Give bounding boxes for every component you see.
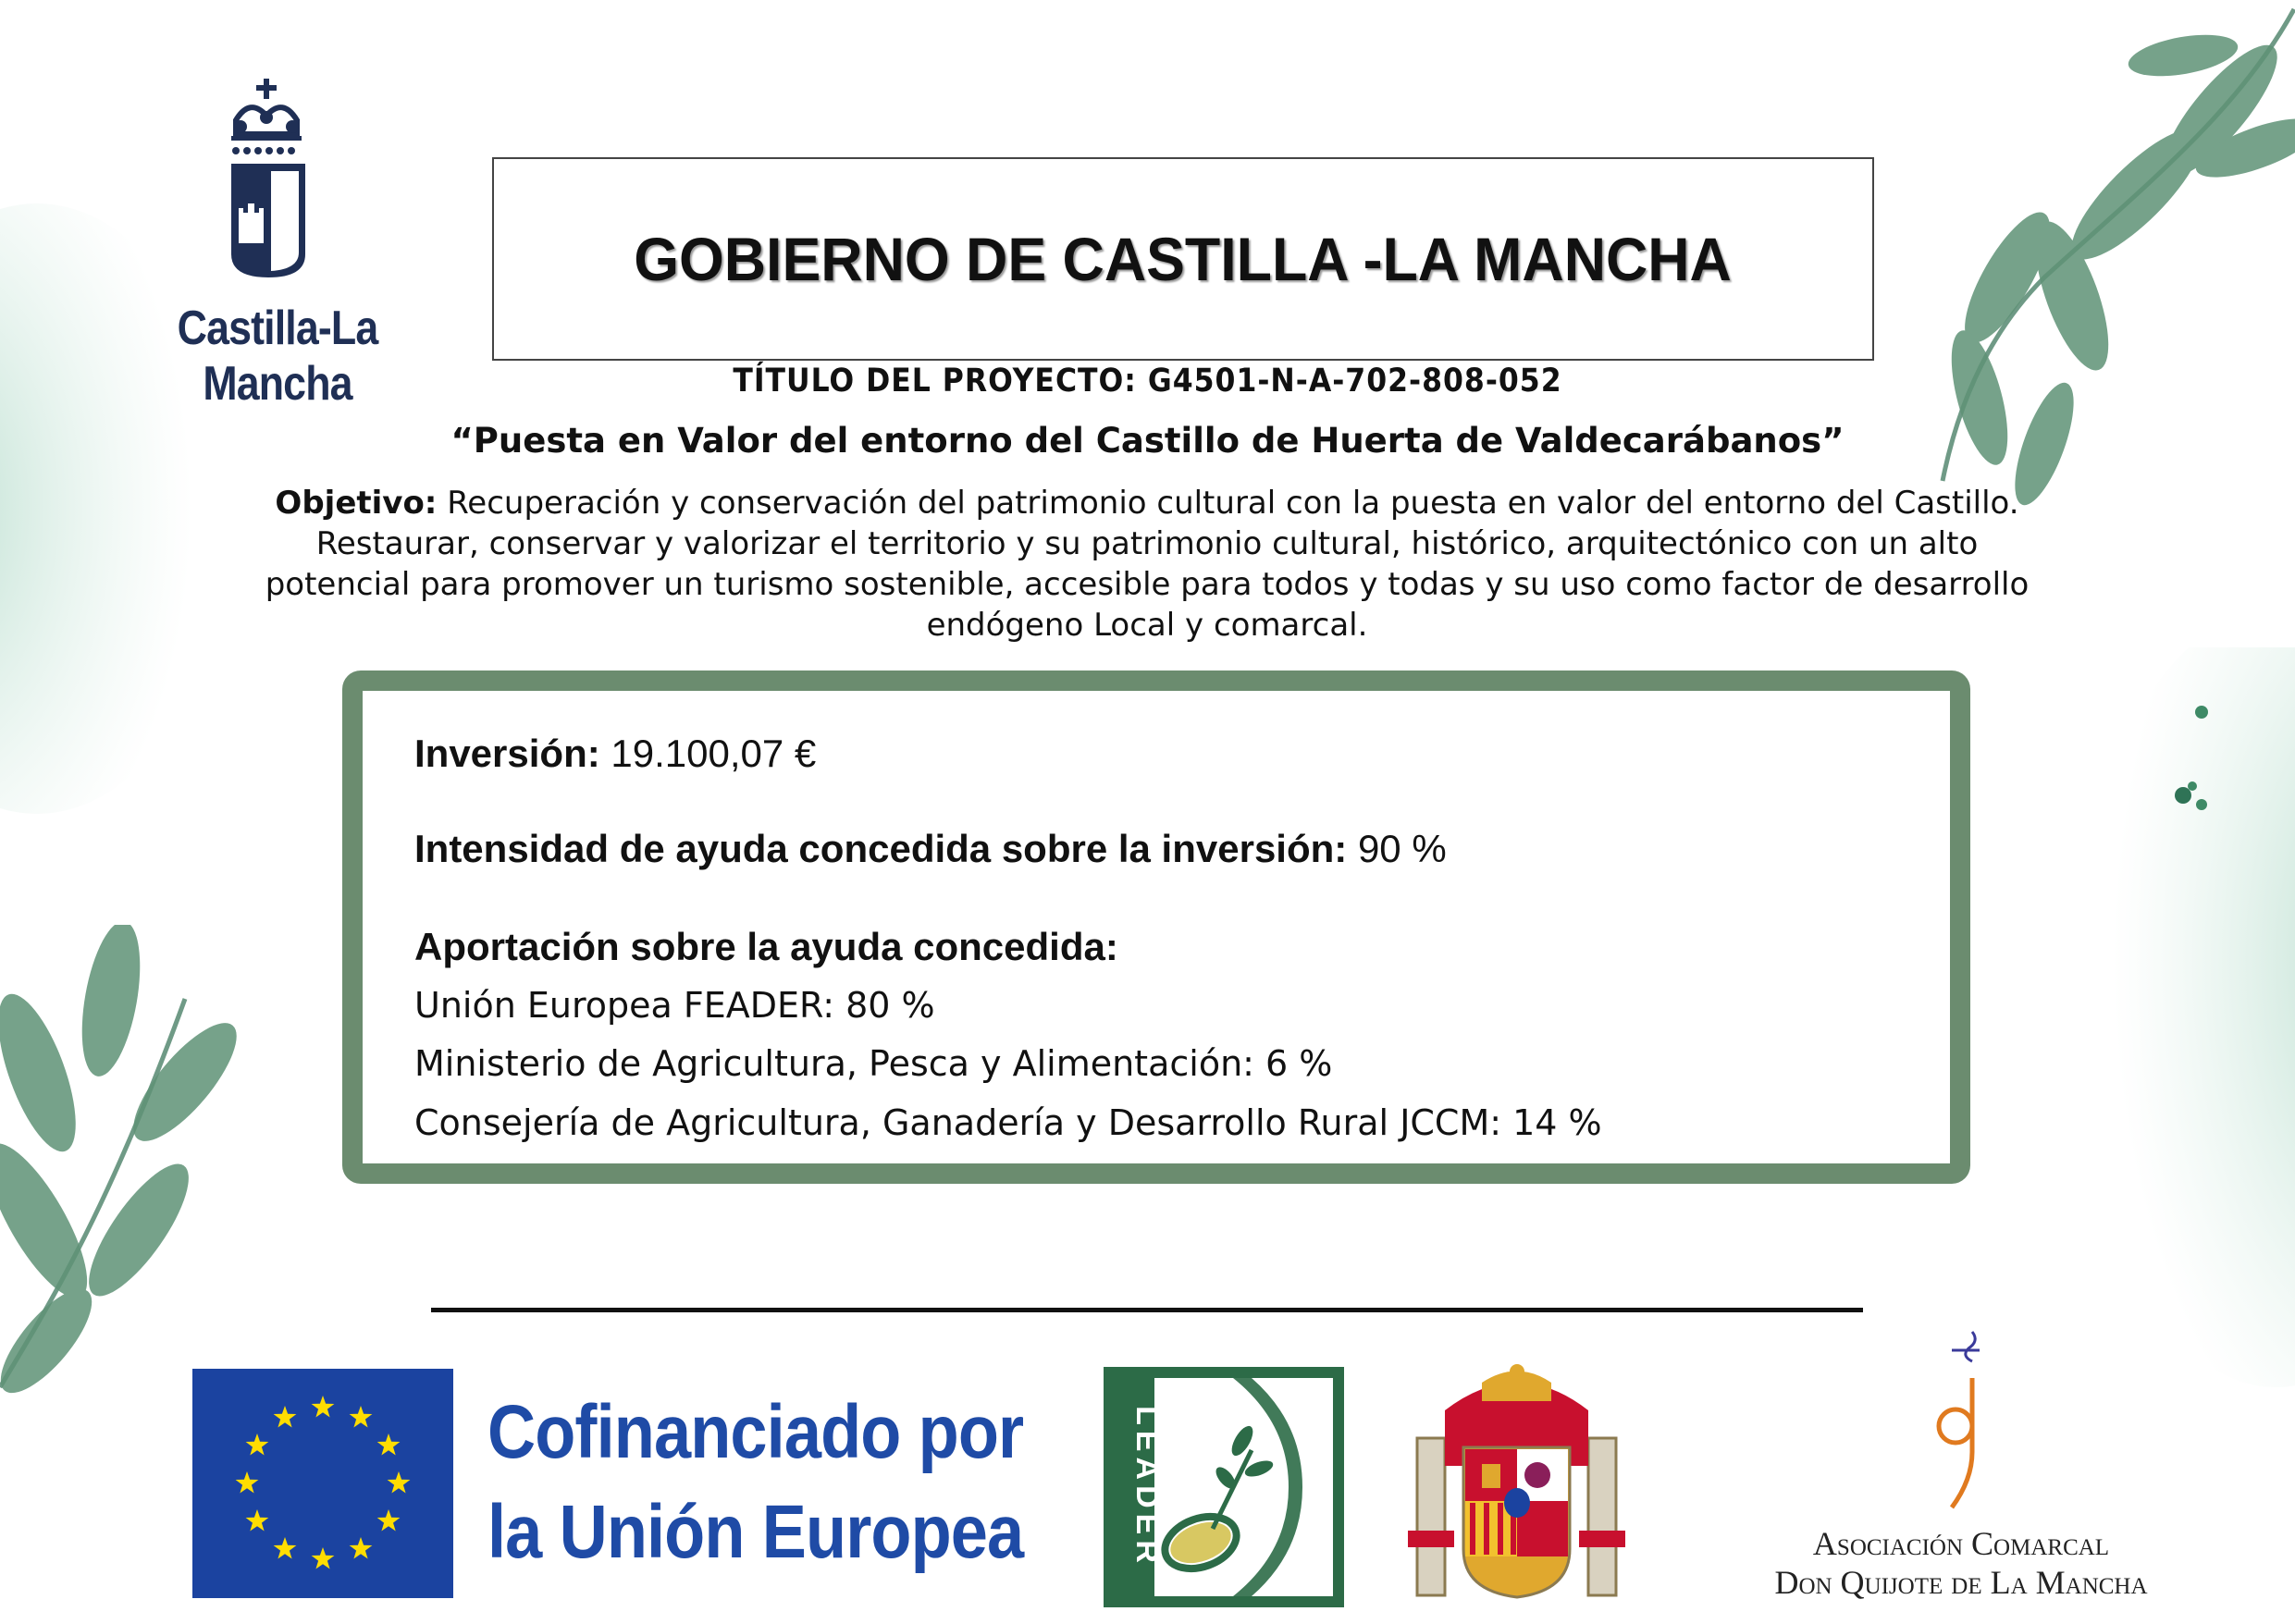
contribution-item-ministry: Ministerio de Agricultura, Pesca y Alimentación: 6 % [414, 1043, 1333, 1084]
leader-logo-icon [1104, 1367, 1344, 1607]
association-name [1739, 1524, 2183, 1602]
eu-cofinanced-text [487, 1383, 1023, 1582]
government-title: GOBIERNO DE CASTILLA -LA MANCHA [634, 225, 1733, 293]
contribution-item-jccm: Consejería de Agricultura, Ganadería y Desarrollo Rural JCCM: 14 % [414, 1102, 1602, 1143]
contribution-item-eu: Unión Europea FEADER: 80 % [414, 985, 935, 1026]
eu-text-line1: Cofinanciado por [487, 1390, 1024, 1474]
association-name-line1: Asociación Comarcal [1812, 1525, 2110, 1562]
objective-text: Recuperación y conservación del patrimonio cultural con la puesta en valor del entorno del Castillo. Restaurar, conservar y valorizar el territorio y su patrimonio cultural, histórico, arquitectónico con un alto potencial para promover un turismo sostenible, accesible para todos y todas y su uso como factor de desarrollo endógeno Local y comarcal. [265, 485, 2030, 644]
project-code-label: TÍTULO DEL PROYECTO: [733, 363, 1137, 400]
footer-divider [431, 1308, 1863, 1312]
aid-intensity-label: Intensidad de ayuda concedida sobre la inversión: [414, 827, 1348, 870]
aid-intensity-row [414, 826, 1447, 871]
eu-flag-icon [192, 1369, 453, 1598]
spain-coat-of-arms-icon [1399, 1355, 1635, 1609]
association-logo-icon [1924, 1323, 1998, 1526]
association-name-line2: Don Quijote de La Mancha [1774, 1564, 2148, 1601]
project-code: G4501-N-A-702-808-052 [1147, 363, 1562, 400]
leader-logo-text: LEADER [1129, 1406, 1165, 1569]
investment-row [414, 731, 816, 776]
castilla-la-mancha-logo-text: Castilla-La Mancha [177, 301, 378, 411]
aid-intensity-value: 90 % [1347, 827, 1447, 870]
project-objective [259, 483, 2035, 646]
watercolor-right-decoration [2063, 647, 2295, 1480]
investment-label: Inversión: [414, 732, 600, 775]
government-title-box [492, 157, 1874, 361]
contribution-heading: Aportación sobre la ayuda concedida: [414, 925, 1118, 968]
project-name: “Puesta en Valor del entorno del Castillo de Huerta de Valdecarábanos” [450, 421, 1845, 461]
objective-label: Objetivo: [275, 485, 438, 522]
project-code-line [0, 363, 2295, 400]
investment-value: 19.100,07 € [599, 732, 817, 775]
leaf-branch-bottom-left [0, 925, 241, 1406]
eu-text-line2: la Unión Europea [487, 1490, 1024, 1574]
